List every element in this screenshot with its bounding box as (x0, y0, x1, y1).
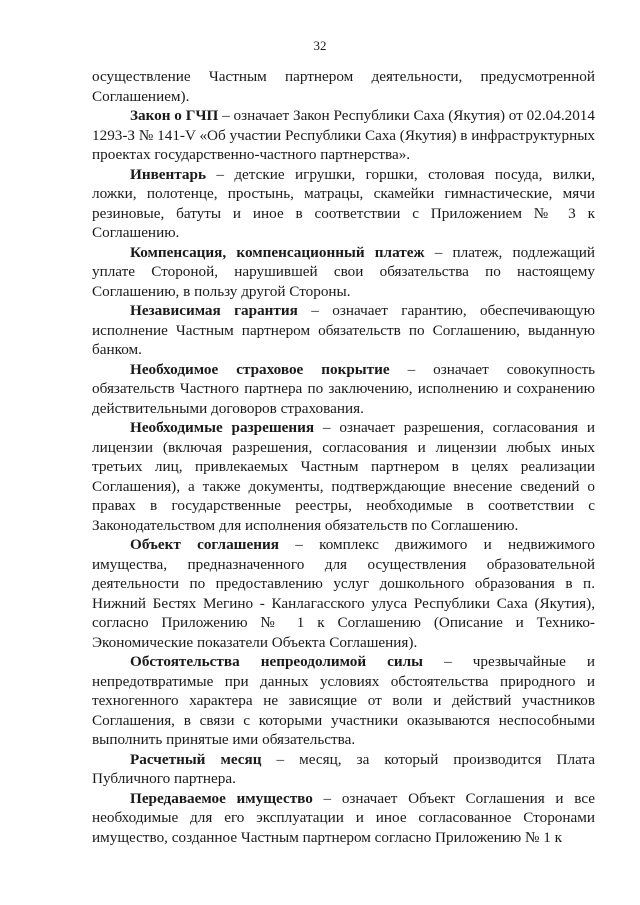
definition-text: – означает гарантию, обеспечивающую исполнение Частным партнером обязательств по Соглашению, выданную банком. (92, 302, 595, 358)
definition-paragraph (92, 535, 595, 652)
defined-term: Объект соглашения (130, 536, 279, 553)
definition-paragraph (92, 750, 595, 789)
definition-text: – платеж, подлежащий уплате Стороной, нарушившей свои обязательства по настоящему Соглашению, в пользу другой Стороны. (92, 243, 595, 300)
defined-term: Компенсация, компенсационный платеж (130, 243, 425, 261)
defined-term: Необходимые разрешения (130, 419, 315, 436)
definition-text: – комплекс движимого и недвижимого имущества, предназначенного для осуществления образовательной деятельности по предоставлению услуг дошкольного образования в п. Нижний Бестях Мегино - Канлагасского улуса Республики Саха (Якутия), согласно Приложению № 1 к Соглашению (Описание и Технико-Экономические показатели Объекта Соглашения). (92, 536, 595, 651)
defined-term: Передаваемое имущество (130, 789, 313, 807)
definition-paragraph (92, 106, 595, 165)
defined-term: Закон о ГЧП (130, 107, 219, 124)
definition-paragraph (92, 418, 595, 535)
definition-text: – чрезвычайные и непредотвратимые при данных условиях обстоятельства природного и техногенного характера не зависящие от воли и действий участников Соглашения, в связи с которыми участники оказываются неспособными выполнить принятые ими обязательства. (92, 653, 595, 748)
definition-paragraph (92, 652, 595, 750)
definition-paragraph (92, 789, 595, 848)
defined-term: Необходимое страховое покрытие (130, 360, 390, 378)
definition-text: осуществление Частным партнером деятельности, предусмотренной Соглашением). (92, 68, 595, 105)
definition-text: – означает совокупность обязательств Частного партнера по заключению, исполнению и сохранению действительными договоров страхования. (92, 360, 596, 417)
definition-text: – означает разрешения, согласования и лицензии (включая разрешения, согласования и лицензии любых иных третьих лиц, привлекаемых Частным партнером в целях реализации Соглашения), а также документы, подтверждающие внесение сведений о правах в государственные реестры, необходимые в соответствии с Законодательством для исполнения обязательств по Соглашению. (92, 419, 595, 534)
document-body (92, 67, 595, 847)
definition-text: – детские игрушки, горшки, столовая посуда, вилки, ложки, полотенце, простынь, матрацы, скамейки гимнастические, мячи резиновые, батуты и иное в соответствии с Приложением № 3 к Соглашению. (92, 165, 595, 241)
page-number: 32 (313, 38, 327, 53)
defined-term: Независимая гарантия (130, 302, 298, 319)
definition-text: – месяц, за который производится Плата Публичного партнера. (92, 750, 595, 787)
definition-paragraph (92, 360, 595, 419)
definition-paragraph (92, 165, 595, 243)
defined-term: Обстоятельства непреодолимой силы (130, 653, 424, 670)
definition-paragraph (92, 243, 595, 302)
defined-term: Инвентарь (130, 165, 206, 183)
defined-term: Расчетный месяц (130, 750, 262, 768)
definition-paragraph (92, 67, 595, 106)
definition-paragraph (92, 301, 595, 360)
definition-text: – означает Закон Республики Саха (Якутия) от 02.04.2014 1293-З № 141-V «Об участии Республики Саха (Якутия) в инфраструктурных проектах государственно-частного партнерства». (92, 107, 595, 163)
definition-text: – означает Объект Соглашения и все необходимые для его эксплуатации и иное согласованное Сторонами имущество, созданное Частным партнером согласно Приложению № 1 к (92, 789, 595, 846)
